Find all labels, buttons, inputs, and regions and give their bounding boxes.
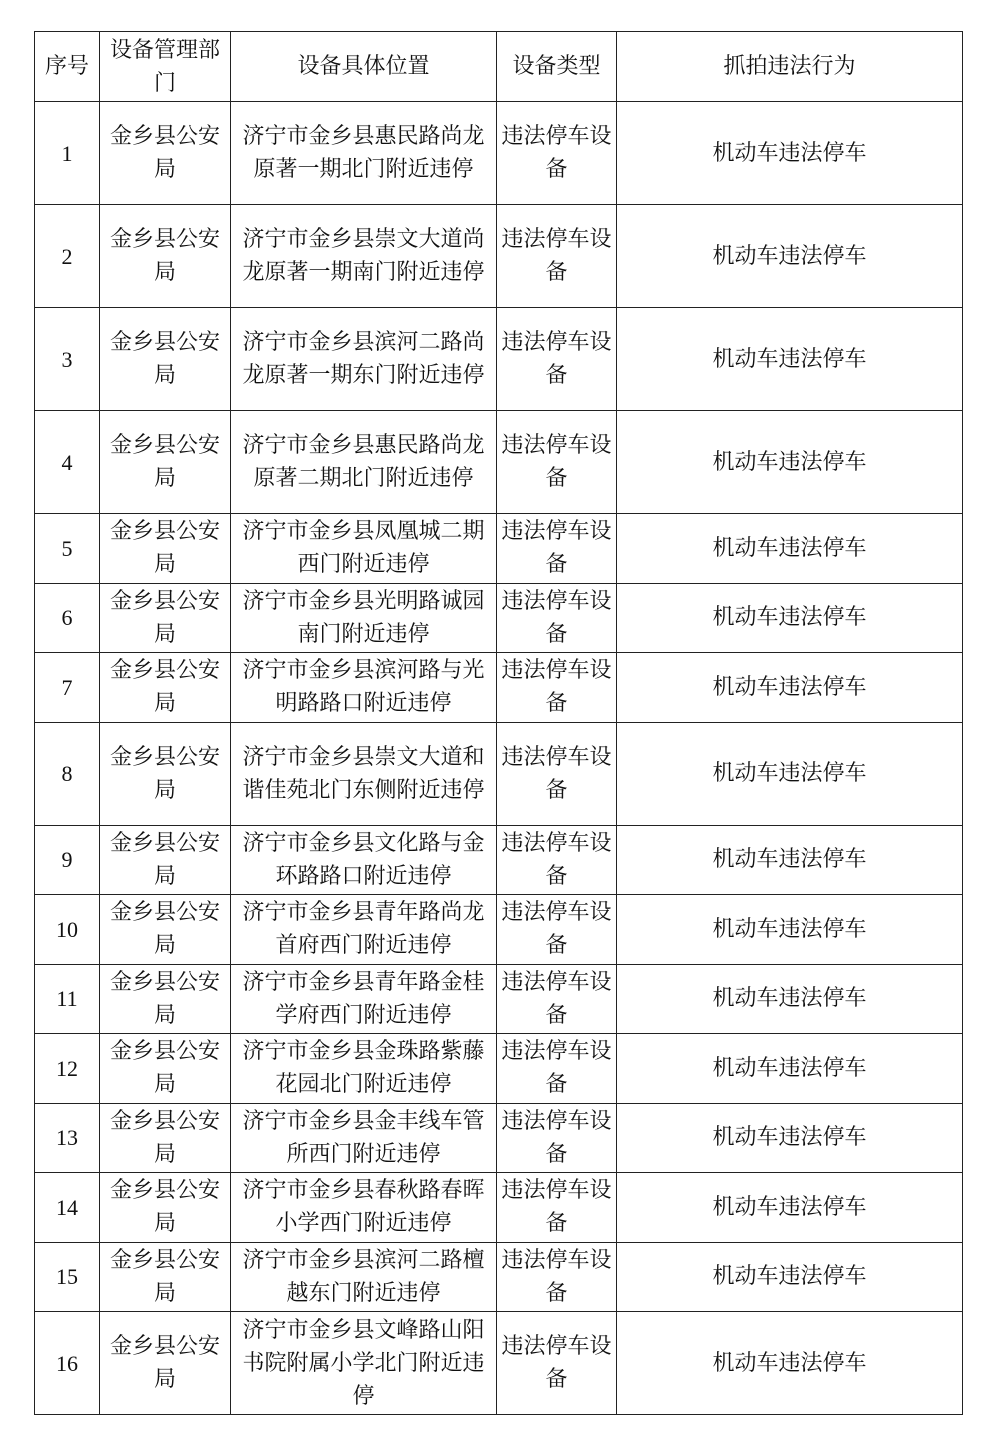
cell-dept: 金乡县公安局: [100, 205, 231, 308]
cell-dept: 金乡县公安局: [100, 653, 231, 723]
cell-serial: 6: [35, 583, 100, 653]
cell-behavior: 机动车违法停车: [617, 653, 963, 723]
cell-dept: 金乡县公安局: [100, 514, 231, 584]
cell-behavior: 机动车违法停车: [617, 825, 963, 895]
device-table: [34, 31, 963, 1415]
cell-type: 违法停车设备: [497, 1242, 617, 1312]
table-row: [35, 1312, 963, 1415]
cell-serial: 1: [35, 102, 100, 205]
cell-type: 违法停车设备: [497, 653, 617, 723]
cell-behavior: 机动车违法停车: [617, 514, 963, 584]
table-row: [35, 1173, 963, 1243]
table-row: [35, 1242, 963, 1312]
cell-behavior: 机动车违法停车: [617, 722, 963, 825]
cell-behavior: 机动车违法停车: [617, 205, 963, 308]
table-row: [35, 653, 963, 723]
cell-dept: 金乡县公安局: [100, 583, 231, 653]
header-serial: 序号: [35, 32, 100, 102]
cell-serial: 7: [35, 653, 100, 723]
cell-type: 违法停车设备: [497, 964, 617, 1034]
cell-serial: 5: [35, 514, 100, 584]
cell-serial: 4: [35, 411, 100, 514]
table-row: [35, 825, 963, 895]
table-row: [35, 895, 963, 965]
cell-location: 济宁市金乡县文化路与金环路路口附近违停: [231, 825, 497, 895]
cell-behavior: 机动车违法停车: [617, 895, 963, 965]
cell-location: 济宁市金乡县金丰线车管所西门附近违停: [231, 1103, 497, 1173]
table-row: [35, 411, 963, 514]
cell-location: 济宁市金乡县滨河二路檀越东门附近违停: [231, 1242, 497, 1312]
cell-type: 违法停车设备: [497, 1173, 617, 1243]
table-row: [35, 583, 963, 653]
header-row: [35, 32, 963, 102]
cell-type: 违法停车设备: [497, 514, 617, 584]
cell-type: 违法停车设备: [497, 102, 617, 205]
cell-dept: 金乡县公安局: [100, 1103, 231, 1173]
cell-dept: 金乡县公安局: [100, 825, 231, 895]
cell-location: 济宁市金乡县崇文大道尚龙原著一期南门附近违停: [231, 205, 497, 308]
cell-location: 济宁市金乡县金珠路紫藤花园北门附近违停: [231, 1034, 497, 1104]
cell-serial: 9: [35, 825, 100, 895]
cell-dept: 金乡县公安局: [100, 1312, 231, 1415]
cell-location: 济宁市金乡县惠民路尚龙原著一期北门附近违停: [231, 102, 497, 205]
cell-behavior: 机动车违法停车: [617, 1312, 963, 1415]
cell-location: 济宁市金乡县滨河二路尚龙原著一期东门附近违停: [231, 308, 497, 411]
cell-location: 济宁市金乡县春秋路春晖小学西门附近违停: [231, 1173, 497, 1243]
cell-location: 济宁市金乡县凤凰城二期西门附近违停: [231, 514, 497, 584]
table-row: [35, 964, 963, 1034]
cell-serial: 12: [35, 1034, 100, 1104]
cell-location: 济宁市金乡县崇文大道和谐佳苑北门东侧附近违停: [231, 722, 497, 825]
table-row: [35, 722, 963, 825]
cell-location: 济宁市金乡县青年路尚龙首府西门附近违停: [231, 895, 497, 965]
cell-serial: 11: [35, 964, 100, 1034]
cell-location: 济宁市金乡县惠民路尚龙原著二期北门附近违停: [231, 411, 497, 514]
cell-location: 济宁市金乡县滨河路与光明路路口附近违停: [231, 653, 497, 723]
cell-dept: 金乡县公安局: [100, 895, 231, 965]
table-row: [35, 308, 963, 411]
cell-behavior: 机动车违法停车: [617, 964, 963, 1034]
cell-type: 违法停车设备: [497, 895, 617, 965]
cell-location: 济宁市金乡县光明路诚园南门附近违停: [231, 583, 497, 653]
cell-dept: 金乡县公安局: [100, 411, 231, 514]
cell-type: 违法停车设备: [497, 825, 617, 895]
cell-serial: 2: [35, 205, 100, 308]
cell-serial: 15: [35, 1242, 100, 1312]
cell-behavior: 机动车违法停车: [617, 102, 963, 205]
table-row: [35, 102, 963, 205]
cell-dept: 金乡县公安局: [100, 964, 231, 1034]
cell-type: 违法停车设备: [497, 1312, 617, 1415]
cell-serial: 3: [35, 308, 100, 411]
cell-serial: 8: [35, 722, 100, 825]
cell-type: 违法停车设备: [497, 1103, 617, 1173]
cell-behavior: 机动车违法停车: [617, 1242, 963, 1312]
cell-behavior: 机动车违法停车: [617, 583, 963, 653]
cell-location: 济宁市金乡县文峰路山阳书院附属小学北门附近违停: [231, 1312, 497, 1415]
cell-dept: 金乡县公安局: [100, 1242, 231, 1312]
cell-behavior: 机动车违法停车: [617, 1173, 963, 1243]
cell-type: 违法停车设备: [497, 308, 617, 411]
cell-dept: 金乡县公安局: [100, 1034, 231, 1104]
cell-type: 违法停车设备: [497, 205, 617, 308]
table-row: [35, 514, 963, 584]
header-dept: 设备管理部门: [100, 32, 231, 102]
header-behavior: 抓拍违法行为: [617, 32, 963, 102]
cell-dept: 金乡县公安局: [100, 722, 231, 825]
cell-type: 违法停车设备: [497, 583, 617, 653]
cell-behavior: 机动车违法停车: [617, 1103, 963, 1173]
cell-behavior: 机动车违法停车: [617, 308, 963, 411]
cell-serial: 13: [35, 1103, 100, 1173]
cell-type: 违法停车设备: [497, 1034, 617, 1104]
cell-dept: 金乡县公安局: [100, 308, 231, 411]
table-row: [35, 205, 963, 308]
cell-type: 违法停车设备: [497, 411, 617, 514]
table-row: [35, 1034, 963, 1104]
cell-location: 济宁市金乡县青年路金桂学府西门附近违停: [231, 964, 497, 1034]
cell-dept: 金乡县公安局: [100, 1173, 231, 1243]
cell-serial: 14: [35, 1173, 100, 1243]
cell-type: 违法停车设备: [497, 722, 617, 825]
cell-serial: 10: [35, 895, 100, 965]
header-type: 设备类型: [497, 32, 617, 102]
cell-behavior: 机动车违法停车: [617, 411, 963, 514]
cell-behavior: 机动车违法停车: [617, 1034, 963, 1104]
cell-dept: 金乡县公安局: [100, 102, 231, 205]
cell-serial: 16: [35, 1312, 100, 1415]
table-row: [35, 1103, 963, 1173]
header-location: 设备具体位置: [231, 32, 497, 102]
